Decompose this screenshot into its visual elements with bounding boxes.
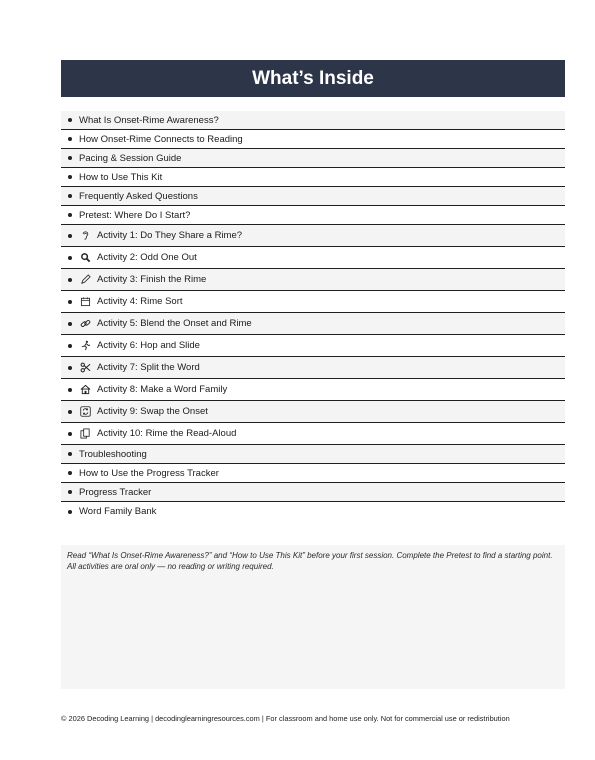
bullet-icon xyxy=(68,175,72,179)
bullet-icon xyxy=(68,344,72,348)
page-title-bar xyxy=(61,60,565,97)
bullet-icon xyxy=(68,256,72,260)
toc-item-label: Activity 9: Swap the Onset xyxy=(97,406,208,417)
toc-item-label: Activity 3: Finish the Rime xyxy=(97,274,207,285)
toc-item[interactable] xyxy=(61,502,565,521)
toc-item-activity-8[interactable] xyxy=(61,379,565,401)
bullet-icon xyxy=(68,322,72,326)
toc-item[interactable] xyxy=(61,206,565,225)
runner-icon xyxy=(79,340,91,352)
toc-item-label: Activity 7: Split the Word xyxy=(97,362,200,373)
contents-page xyxy=(61,60,565,521)
bullet-icon xyxy=(68,278,72,282)
toc-item[interactable] xyxy=(61,464,565,483)
toc-item-label: Activity 2: Odd One Out xyxy=(97,252,197,263)
bullet-icon xyxy=(68,452,72,456)
table-of-contents xyxy=(61,111,565,521)
toc-item[interactable] xyxy=(61,111,565,130)
bullet-icon xyxy=(68,156,72,160)
house-icon xyxy=(79,384,91,396)
toc-item-activity-4[interactable] xyxy=(61,291,565,313)
bullet-icon xyxy=(68,137,72,141)
toc-item-label: Troubleshooting xyxy=(79,448,147,460)
bullet-icon xyxy=(68,490,72,494)
toc-item-label: Activity 6: Hop and Slide xyxy=(97,340,200,351)
pencil-icon xyxy=(79,274,91,286)
bullet-icon xyxy=(68,234,72,238)
scissors-icon xyxy=(79,362,91,374)
page-title: What’s Inside xyxy=(252,67,374,89)
toc-item-label: Pretest: Where Do I Start? xyxy=(79,209,191,221)
toc-item-activity-6[interactable] xyxy=(61,335,565,357)
toc-item-label: Activity 10: Rime the Read-Aloud xyxy=(97,428,237,439)
toc-item-label: How to Use This Kit xyxy=(79,171,163,183)
bullet-icon xyxy=(68,213,72,217)
toc-item-label: Pacing & Session Guide xyxy=(79,152,182,164)
magnifier-icon xyxy=(79,252,91,264)
bullet-icon xyxy=(68,366,72,370)
toc-item[interactable] xyxy=(61,483,565,502)
toc-item-label: Frequently Asked Questions xyxy=(79,190,198,202)
bullet-icon xyxy=(68,410,72,414)
ear-icon xyxy=(79,230,91,242)
bullet-icon xyxy=(68,471,72,475)
swap-icon xyxy=(79,406,91,418)
instructions-note xyxy=(61,545,565,689)
toc-item-label: Activity 4: Rime Sort xyxy=(97,296,183,307)
page-footer: © 2026 Decoding Learning | decodinglearningresources.com | For classroom and home use only. Not for commercial use or redistribution xyxy=(61,714,510,723)
bullet-icon xyxy=(68,194,72,198)
instructions-note-text: Read “What Is Onset-Rime Awareness?” and “How to Use This Kit” before your first session. Complete the Pretest to find a starting point. All activities are oral only — no reading or writing required. xyxy=(67,551,553,571)
toc-item[interactable] xyxy=(61,130,565,149)
bullet-icon xyxy=(68,300,72,304)
toc-item-label: Activity 5: Blend the Onset and Rime xyxy=(97,318,252,329)
bullet-icon xyxy=(68,118,72,122)
toc-item-activity-10[interactable] xyxy=(61,423,565,445)
link-icon xyxy=(79,318,91,330)
toc-item[interactable] xyxy=(61,168,565,187)
toc-item[interactable] xyxy=(61,187,565,206)
toc-item-label: How Onset-Rime Connects to Reading xyxy=(79,133,243,145)
books-icon xyxy=(79,428,91,440)
toc-item-label: Activity 8: Make a Word Family xyxy=(97,384,228,395)
toc-item[interactable] xyxy=(61,445,565,464)
toc-item-label: Activity 1: Do They Share a Rime? xyxy=(97,230,243,241)
toc-item-activity-7[interactable] xyxy=(61,357,565,379)
card-box-icon xyxy=(79,296,91,308)
toc-item-activity-5[interactable] xyxy=(61,313,565,335)
toc-item-label: How to Use the Progress Tracker xyxy=(79,467,219,479)
toc-item-activity-9[interactable] xyxy=(61,401,565,423)
toc-item-activity-1[interactable] xyxy=(61,225,565,247)
bullet-icon xyxy=(68,388,72,392)
bullet-icon xyxy=(68,432,72,436)
toc-item-activity-3[interactable] xyxy=(61,269,565,291)
toc-item-label: What Is Onset-Rime Awareness? xyxy=(79,114,219,126)
toc-item-activity-2[interactable] xyxy=(61,247,565,269)
toc-item-label: Word Family Bank xyxy=(79,506,157,517)
bullet-icon xyxy=(68,510,72,514)
toc-item[interactable] xyxy=(61,149,565,168)
toc-item-label: Progress Tracker xyxy=(79,486,152,498)
